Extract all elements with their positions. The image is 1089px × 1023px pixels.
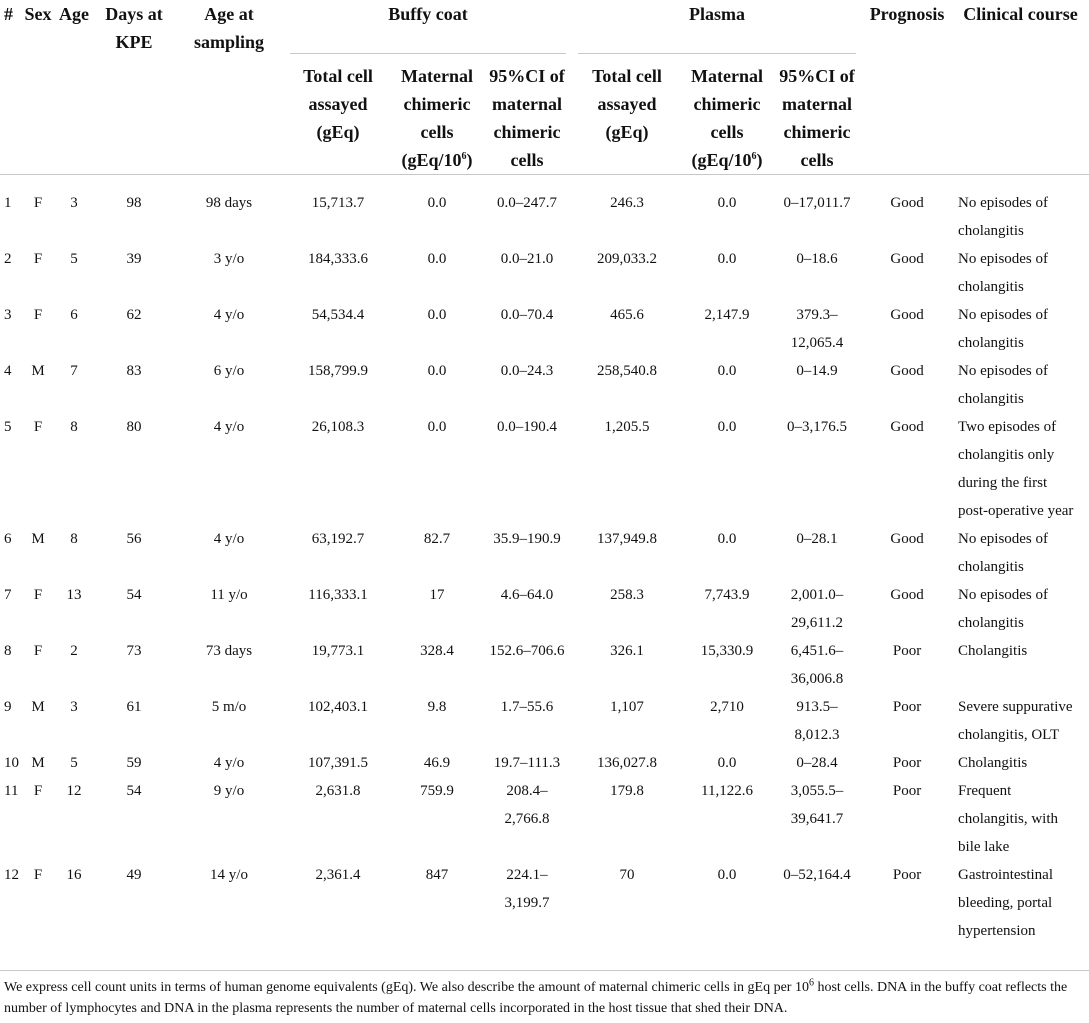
cell-days-kpe: 49 <box>126 867 142 883</box>
cell-plasma-total: 258.3 <box>610 587 644 603</box>
cell-age: 3 <box>70 195 78 211</box>
cell-clinical-course: No episodes of cholangitis <box>958 363 1049 407</box>
cell-age: 16 <box>66 867 82 883</box>
cell-plasma-total: 209,033.2 <box>597 251 657 267</box>
cell-plasma-ci: 0–3,176.5 <box>787 419 848 435</box>
cell-age-sampling: 6 y/o <box>213 363 245 379</box>
header-plasma-total: Total cell assayed (gEq) <box>592 66 662 142</box>
cell-buffy-maternal: 847 <box>425 867 449 883</box>
cell-prognosis: Good <box>890 363 924 379</box>
cell-index: 11 <box>4 783 19 799</box>
cell-index: 10 <box>4 755 19 771</box>
cell-prognosis: Poor <box>892 755 922 771</box>
cell-prognosis: Good <box>890 195 924 211</box>
cell-plasma-ci: 6,451.6– 36,006.8 <box>790 643 844 687</box>
cell-index: 4 <box>4 363 12 379</box>
cell-buffy-maternal: 46.9 <box>423 755 451 771</box>
cell-prognosis: Poor <box>892 643 922 659</box>
cell-clinical-course: Two episodes of cholangitis only during the first post-operative year <box>958 419 1074 519</box>
cell-plasma-maternal: 11,122.6 <box>701 783 753 799</box>
cell-index: 6 <box>4 531 12 547</box>
cell-plasma-total: 70 <box>619 867 635 883</box>
cell-clinical-course: No episodes of cholangitis <box>958 307 1049 351</box>
header-buffy-total: Total cell assayed (gEq) <box>303 66 373 142</box>
cell-clinical-course: Gastrointestinal bleeding, portal hypertension <box>958 867 1054 939</box>
cell-buffy-ci: 0.0–24.3 <box>500 363 554 379</box>
table-row <box>0 749 1089 777</box>
header-age: Age <box>59 4 89 24</box>
cell-buffy-ci: 1.7–55.6 <box>500 699 554 715</box>
cell-index: 3 <box>4 307 12 323</box>
header-sex: Sex <box>24 4 52 24</box>
cell-days-kpe: 54 <box>126 783 142 799</box>
cell-plasma-maternal: 0.0 <box>717 755 737 771</box>
header-plasma: Plasma <box>572 0 862 54</box>
cell-plasma-maternal: 0.0 <box>717 363 737 379</box>
cell-buffy-maternal: 0.0 <box>427 251 447 267</box>
cell-age-sampling: 4 y/o <box>213 755 245 771</box>
table-row <box>0 693 1089 749</box>
cell-age: 3 <box>70 699 78 715</box>
cell-prognosis: Poor <box>892 699 922 715</box>
table-row <box>0 301 1089 357</box>
cell-plasma-maternal: 2,710 <box>710 699 744 715</box>
cell-buffy-ci: 4.6–64.0 <box>500 587 554 603</box>
cell-age: 2 <box>70 643 78 659</box>
header-index: # <box>4 4 13 24</box>
cell-prognosis: Good <box>890 587 924 603</box>
cell-plasma-maternal: 0.0 <box>717 531 737 547</box>
cell-age-sampling: 9 y/o <box>213 783 245 799</box>
cell-buffy-maternal: 328.4 <box>420 643 454 659</box>
cell-sex: F <box>33 195 43 211</box>
cell-age-sampling: 4 y/o <box>213 531 245 547</box>
cell-plasma-ci: 0–28.1 <box>796 531 838 547</box>
cell-index: 2 <box>4 251 12 267</box>
cell-index: 1 <box>4 195 12 211</box>
cell-age: 7 <box>70 363 78 379</box>
cell-plasma-maternal: 0.0 <box>717 419 737 435</box>
cell-age: 6 <box>70 307 78 323</box>
cell-index: 9 <box>4 699 12 715</box>
cell-plasma-maternal: 2,147.9 <box>704 307 750 323</box>
cell-sex: M <box>31 531 45 547</box>
cell-days-kpe: 59 <box>126 755 142 771</box>
cell-buffy-ci: 224.1– 3,199.7 <box>504 867 550 911</box>
cell-sex: F <box>33 867 43 883</box>
cell-days-kpe: 73 <box>126 643 142 659</box>
cell-sex: F <box>33 587 43 603</box>
cell-clinical-course: Frequent cholangitis, with bile lake <box>958 783 1059 855</box>
cell-age-sampling: 4 y/o <box>213 419 245 435</box>
cell-plasma-total: 258,540.8 <box>597 363 657 379</box>
cell-buffy-total: 26,108.3 <box>311 419 365 435</box>
cell-buffy-total: 116,333.1 <box>308 587 368 603</box>
cell-plasma-maternal: 0.0 <box>717 867 737 883</box>
cell-prognosis: Good <box>890 307 924 323</box>
cell-plasma-ci: 913.5– 8,012.3 <box>794 699 840 743</box>
cell-days-kpe: 83 <box>126 363 142 379</box>
cell-buffy-total: 184,333.6 <box>308 251 368 267</box>
cell-index: 7 <box>4 587 12 603</box>
cell-index: 12 <box>4 867 19 883</box>
cell-sex: F <box>33 307 43 323</box>
cell-clinical-course: No episodes of cholangitis <box>958 251 1049 295</box>
cell-days-kpe: 54 <box>126 587 142 603</box>
cell-buffy-maternal: 82.7 <box>423 531 451 547</box>
table-row <box>0 777 1089 861</box>
cell-prognosis: Poor <box>892 867 922 883</box>
cell-index: 5 <box>4 419 12 435</box>
cell-plasma-ci: 2,001.0– 29,611.2 <box>790 587 844 631</box>
cell-days-kpe: 80 <box>126 419 142 435</box>
cell-plasma-total: 326.1 <box>610 643 644 659</box>
cell-plasma-ci: 0–17,011.7 <box>783 195 851 211</box>
cell-age-sampling: 5 m/o <box>211 699 247 715</box>
cell-buffy-total: 102,403.1 <box>308 699 368 715</box>
header-buffy-ci: 95%CI of maternal chimeric cells <box>489 66 565 170</box>
cell-buffy-ci: 0.0–21.0 <box>500 251 554 267</box>
cell-days-kpe: 56 <box>126 531 142 547</box>
cell-plasma-maternal: 7,743.9 <box>704 587 750 603</box>
cell-plasma-ci: 379.3– 12,065.4 <box>790 307 844 351</box>
table-footnote: We express cell count units in terms of human genome equivalents (gEq). We also describe the amount of maternal chimeric cells in gEq per $10^6$ host cells. DNA in the buffy coat reflects the number of lymphocytes and DNA in the plasma represents the number of maternal cells incorporated in the host tissue that shed their DNA. <box>0 970 1089 1019</box>
cell-buffy-total: 15,713.7 <box>311 195 365 211</box>
cell-clinical-course: No episodes of cholangitis <box>958 587 1049 631</box>
header-plasma-maternal: Maternal chimeric cells $(gEq/10^6)$ <box>691 66 763 170</box>
header-days-kpe: Days at KPE <box>105 4 163 52</box>
cell-index: 8 <box>4 643 12 659</box>
table-row <box>0 413 1089 525</box>
table-row <box>0 189 1089 245</box>
cell-buffy-ci: 0.0–190.4 <box>497 419 557 435</box>
header-prognosis: Prognosis <box>869 4 945 24</box>
cell-buffy-total: 2,631.8 <box>315 783 361 799</box>
cell-buffy-ci: 208.4– 2,766.8 <box>504 783 550 827</box>
cell-sex: M <box>31 363 45 379</box>
cell-sex: F <box>33 643 43 659</box>
cell-age: 12 <box>66 783 82 799</box>
cell-age-sampling: 3 y/o <box>213 251 245 267</box>
cell-plasma-maternal: 15,330.9 <box>700 643 754 659</box>
cell-buffy-ci: 19.7–111.3 <box>493 755 561 771</box>
cell-buffy-total: 158,799.9 <box>308 363 368 379</box>
cell-age-sampling: 4 y/o <box>213 307 245 323</box>
cell-plasma-ci: 0–28.4 <box>796 755 838 771</box>
cell-plasma-total: 136,027.8 <box>597 755 657 771</box>
table-row <box>0 245 1089 301</box>
cell-buffy-maternal: 0.0 <box>427 363 447 379</box>
table-row <box>0 525 1089 581</box>
cell-plasma-total: 179.8 <box>610 783 644 799</box>
header-plasma-ci: 95%CI of maternal chimeric cells <box>779 66 855 170</box>
cell-plasma-total: 246.3 <box>610 195 644 211</box>
cell-prognosis: Good <box>890 251 924 267</box>
cell-sex: M <box>31 699 45 715</box>
cell-sex: F <box>33 251 43 267</box>
cell-buffy-total: 2,361.4 <box>315 867 361 883</box>
cell-plasma-ci: 0–14.9 <box>796 363 838 379</box>
cell-age-sampling: 98 days <box>205 195 253 211</box>
cell-days-kpe: 39 <box>126 251 142 267</box>
cell-buffy-total: 19,773.1 <box>311 643 365 659</box>
cell-buffy-ci: 152.6–706.6 <box>489 643 565 659</box>
cell-buffy-total: 63,192.7 <box>311 531 365 547</box>
cell-buffy-maternal: 0.0 <box>427 195 447 211</box>
cell-prognosis: Poor <box>892 783 922 799</box>
cell-buffy-ci: 0.0–247.7 <box>497 195 557 211</box>
header-clinical-course: Clinical course <box>963 4 1078 24</box>
table-row <box>0 357 1089 413</box>
cell-buffy-maternal: 17 <box>429 587 445 603</box>
cell-sex: F <box>33 419 43 435</box>
cell-age: 8 <box>70 419 78 435</box>
cell-sex: F <box>33 783 43 799</box>
table-row <box>0 581 1089 637</box>
cell-plasma-maternal: 0.0 <box>717 251 737 267</box>
cell-buffy-total: 54,534.4 <box>311 307 365 323</box>
header-buffy-coat: Buffy coat <box>284 0 572 54</box>
cell-plasma-total: 1,205.5 <box>604 419 650 435</box>
cell-buffy-maternal: 0.0 <box>427 419 447 435</box>
cell-clinical-course: Cholangitis <box>958 755 1028 771</box>
header-age-sampling: Age at sampling <box>193 4 265 52</box>
cell-age: 5 <box>70 755 78 771</box>
cell-age-sampling: 73 days <box>205 643 253 659</box>
table-row <box>0 861 1089 945</box>
cell-age: 13 <box>66 587 82 603</box>
cell-sex: M <box>31 755 45 771</box>
cell-prognosis: Good <box>890 419 924 435</box>
cell-age-sampling: 14 y/o <box>210 867 248 883</box>
cell-days-kpe: 62 <box>126 307 142 323</box>
cell-plasma-maternal: 0.0 <box>717 195 737 211</box>
table-body <box>0 189 1089 945</box>
cell-clinical-course: Cholangitis <box>958 643 1028 659</box>
header-buffy-maternal: Maternal chimeric cells $(gEq/10^6)$ <box>401 66 473 170</box>
cell-buffy-ci: 35.9–190.9 <box>493 531 561 547</box>
cell-plasma-total: 465.6 <box>610 307 644 323</box>
cell-age-sampling: 11 y/o <box>210 587 248 603</box>
cell-buffy-total: 107,391.5 <box>308 755 368 771</box>
table-row <box>0 637 1089 693</box>
cell-plasma-total: 137,949.8 <box>597 531 657 547</box>
cell-days-kpe: 61 <box>126 699 142 715</box>
cell-plasma-ci: 0–52,164.4 <box>783 867 851 883</box>
cell-plasma-ci: 3,055.5– 39,641.7 <box>790 783 844 827</box>
cell-buffy-ci: 0.0–70.4 <box>500 307 554 323</box>
cell-age: 8 <box>70 531 78 547</box>
cell-plasma-total: 1,107 <box>610 699 644 715</box>
cell-buffy-maternal: 9.8 <box>427 699 447 715</box>
cell-age: 5 <box>70 251 78 267</box>
cell-buffy-maternal: 0.0 <box>427 307 447 323</box>
cell-clinical-course: Severe suppurative cholangitis, OLT <box>958 699 1073 743</box>
cell-prognosis: Good <box>890 531 924 547</box>
cell-clinical-course: No episodes of cholangitis <box>958 195 1049 239</box>
cell-clinical-course: No episodes of cholangitis <box>958 531 1049 575</box>
cell-plasma-ci: 0–18.6 <box>796 251 838 267</box>
cell-buffy-maternal: 759.9 <box>420 783 454 799</box>
cell-days-kpe: 98 <box>126 195 142 211</box>
